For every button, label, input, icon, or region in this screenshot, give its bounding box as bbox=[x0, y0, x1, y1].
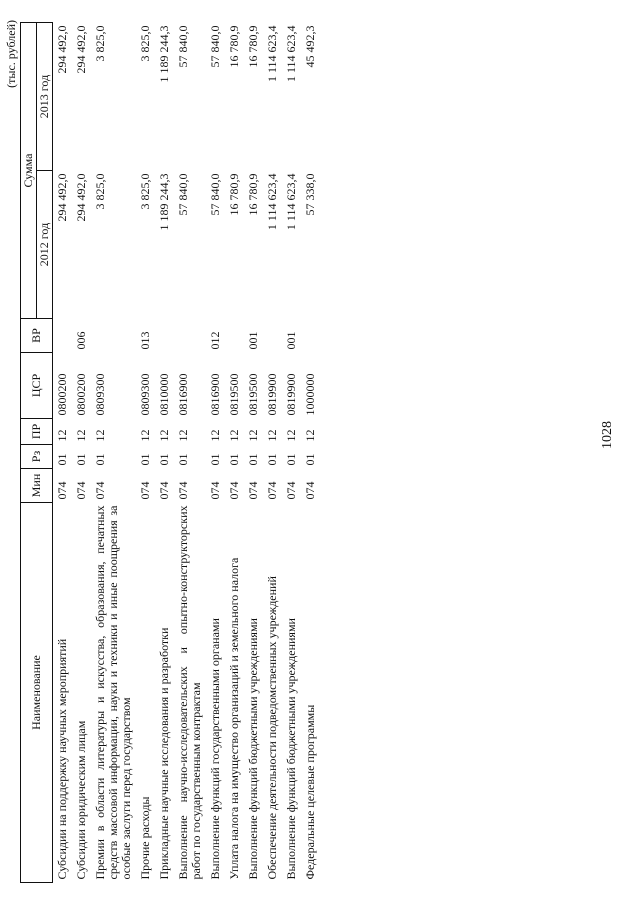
row-rz: 01 bbox=[303, 453, 317, 466]
row-vr: 001 bbox=[246, 331, 260, 350]
table-row bbox=[136, 22, 155, 882]
row-pr: 12 bbox=[93, 429, 107, 442]
table-row bbox=[72, 22, 91, 882]
row-vr: 001 bbox=[284, 331, 298, 350]
row-min: 074 bbox=[303, 481, 317, 500]
header-vr: ВР bbox=[21, 319, 53, 353]
row-csr: 1000000 bbox=[303, 373, 317, 416]
row-vr bbox=[174, 319, 206, 353]
header-pr: ПР bbox=[21, 419, 53, 445]
row-rz: 01 bbox=[93, 453, 107, 466]
row-rz: 01 bbox=[284, 453, 298, 466]
row-rz: 01 bbox=[265, 453, 279, 466]
row-vr bbox=[225, 319, 244, 353]
row-vr bbox=[263, 319, 282, 353]
row-sum-2013: 57 840,0 bbox=[208, 25, 222, 68]
row-min: 074 bbox=[55, 481, 69, 500]
row-name: Субсидии юридическим лицам bbox=[74, 720, 88, 880]
row-name: Уплата налога на имущество организаций и земельного налога bbox=[227, 557, 241, 880]
row-name: Обеспечение деятельности подведомственных учреждений bbox=[265, 576, 279, 880]
row-pr: 12 bbox=[265, 429, 279, 442]
row-min: 074 bbox=[93, 481, 107, 500]
row-rz: 01 bbox=[208, 453, 222, 466]
page-number: 1028 bbox=[600, 421, 615, 449]
row-pr: 12 bbox=[303, 429, 317, 442]
row-min: 074 bbox=[246, 481, 260, 500]
budget-table bbox=[20, 22, 320, 883]
row-name: Выполнение функций бюджетными учреждениями bbox=[246, 618, 260, 880]
table-row bbox=[174, 22, 206, 882]
table-row bbox=[206, 22, 225, 882]
row-csr: 0810000 bbox=[157, 373, 171, 416]
row-name: Субсидии на поддержку научных мероприятий bbox=[55, 638, 69, 880]
row-name: Выполнение функций бюджетными учреждениями bbox=[284, 618, 298, 880]
row-pr: 12 bbox=[157, 429, 171, 442]
row-name: Премии в области литературы и искусства, образования, печатных средств массовой информации, науки и техники и иные поощрения за особые заслуги перед государством bbox=[93, 505, 133, 880]
row-csr: 0819900 bbox=[265, 373, 279, 416]
row-sum-2013: 16 780,9 bbox=[227, 25, 241, 68]
row-sum-2012: 3 825,0 bbox=[93, 173, 107, 210]
row-vr bbox=[155, 319, 174, 353]
row-sum-2013: 16 780,9 bbox=[246, 25, 260, 68]
header-rz: Рз bbox=[21, 445, 53, 469]
row-sum-2012: 57 840,0 bbox=[176, 173, 190, 216]
row-pr: 12 bbox=[55, 429, 69, 442]
table-row bbox=[301, 22, 320, 882]
row-sum-2013: 294 492,0 bbox=[55, 25, 69, 74]
row-sum-2013: 1 114 623,4 bbox=[284, 25, 298, 83]
row-rz: 01 bbox=[55, 453, 69, 466]
header-name: Наименование bbox=[21, 503, 53, 883]
row-min: 074 bbox=[208, 481, 222, 500]
row-csr: 0800200 bbox=[74, 373, 88, 416]
row-rz: 01 bbox=[227, 453, 241, 466]
row-name: Прикладные научные исследования и разработки bbox=[157, 627, 171, 880]
row-name: Выполнение функций государственными органами bbox=[208, 618, 222, 880]
row-sum-2013: 294 492,0 bbox=[74, 25, 88, 74]
row-pr: 12 bbox=[227, 429, 241, 442]
row-name: Федеральные целевые программы bbox=[303, 704, 317, 880]
row-csr: 0816900 bbox=[208, 373, 222, 416]
row-min: 074 bbox=[74, 481, 88, 500]
table-body bbox=[53, 22, 321, 882]
header-min: Мин bbox=[21, 469, 53, 503]
row-sum-2012: 16 780,9 bbox=[246, 173, 260, 216]
row-pr: 12 bbox=[138, 429, 152, 442]
row-min: 074 bbox=[157, 481, 171, 500]
row-min: 074 bbox=[176, 481, 190, 500]
table-row bbox=[53, 22, 73, 882]
row-vr: 012 bbox=[208, 331, 222, 350]
row-pr: 12 bbox=[246, 429, 260, 442]
row-min: 074 bbox=[284, 481, 298, 500]
table-row bbox=[91, 22, 136, 882]
header-year-2012: 2012 год bbox=[37, 171, 53, 319]
row-name: Выполнение научно-исследовательских и опытно-конструкторских работ по государственным контрактам bbox=[176, 505, 203, 880]
row-pr: 12 bbox=[208, 429, 222, 442]
table-row bbox=[225, 22, 244, 882]
row-pr: 12 bbox=[176, 429, 190, 442]
row-csr: 0809300 bbox=[93, 373, 107, 416]
row-csr: 0800200 bbox=[55, 373, 69, 416]
row-rz: 01 bbox=[157, 453, 171, 466]
table-row bbox=[155, 22, 174, 882]
row-sum-2013: 3 825,0 bbox=[138, 25, 152, 62]
row-csr: 0819500 bbox=[246, 373, 260, 416]
row-sum-2012: 57 338,0 bbox=[303, 173, 317, 216]
row-csr: 0816900 bbox=[176, 373, 190, 416]
row-sum-2012: 294 492,0 bbox=[55, 173, 69, 222]
header-sum: Сумма bbox=[21, 22, 37, 318]
row-sum-2012: 1 114 623,4 bbox=[284, 173, 298, 231]
row-pr: 12 bbox=[284, 429, 298, 442]
row-sum-2013: 57 840,0 bbox=[176, 25, 190, 68]
units-label: (тыс. рублей) bbox=[4, 20, 18, 88]
row-pr: 12 bbox=[74, 429, 88, 442]
row-csr: 0809300 bbox=[138, 373, 152, 416]
row-vr bbox=[91, 319, 136, 353]
row-sum-2012: 57 840,0 bbox=[208, 173, 222, 216]
row-rz: 01 bbox=[74, 453, 88, 466]
row-vr bbox=[301, 319, 320, 353]
row-min: 074 bbox=[138, 481, 152, 500]
row-min: 074 bbox=[265, 481, 279, 500]
row-rz: 01 bbox=[176, 453, 190, 466]
row-min: 074 bbox=[227, 481, 241, 500]
row-sum-2012: 294 492,0 bbox=[74, 173, 88, 222]
row-sum-2012: 16 780,9 bbox=[227, 173, 241, 216]
row-sum-2013: 45 492,3 bbox=[303, 25, 317, 68]
row-vr: 006 bbox=[74, 331, 88, 350]
row-name: Прочие расходы bbox=[138, 796, 152, 880]
table-row bbox=[263, 22, 282, 882]
row-csr: 0819900 bbox=[284, 373, 298, 416]
table-row bbox=[282, 22, 301, 882]
row-sum-2013: 1 114 623,4 bbox=[265, 25, 279, 83]
table-row bbox=[244, 22, 263, 882]
table-header bbox=[21, 22, 53, 882]
header-year-2013: 2013 год bbox=[37, 22, 53, 170]
row-sum-2013: 1 189 244,3 bbox=[157, 25, 171, 83]
row-sum-2013: 3 825,0 bbox=[93, 25, 107, 62]
row-vr: 013 bbox=[138, 331, 152, 350]
header-csr: ЦСР bbox=[21, 353, 53, 419]
row-sum-2012: 1 189 244,3 bbox=[157, 173, 171, 231]
row-sum-2012: 3 825,0 bbox=[138, 173, 152, 210]
row-vr bbox=[53, 319, 73, 353]
row-sum-2012: 1 114 623,4 bbox=[265, 173, 279, 231]
row-csr: 0819500 bbox=[227, 373, 241, 416]
row-rz: 01 bbox=[138, 453, 152, 466]
row-rz: 01 bbox=[246, 453, 260, 466]
